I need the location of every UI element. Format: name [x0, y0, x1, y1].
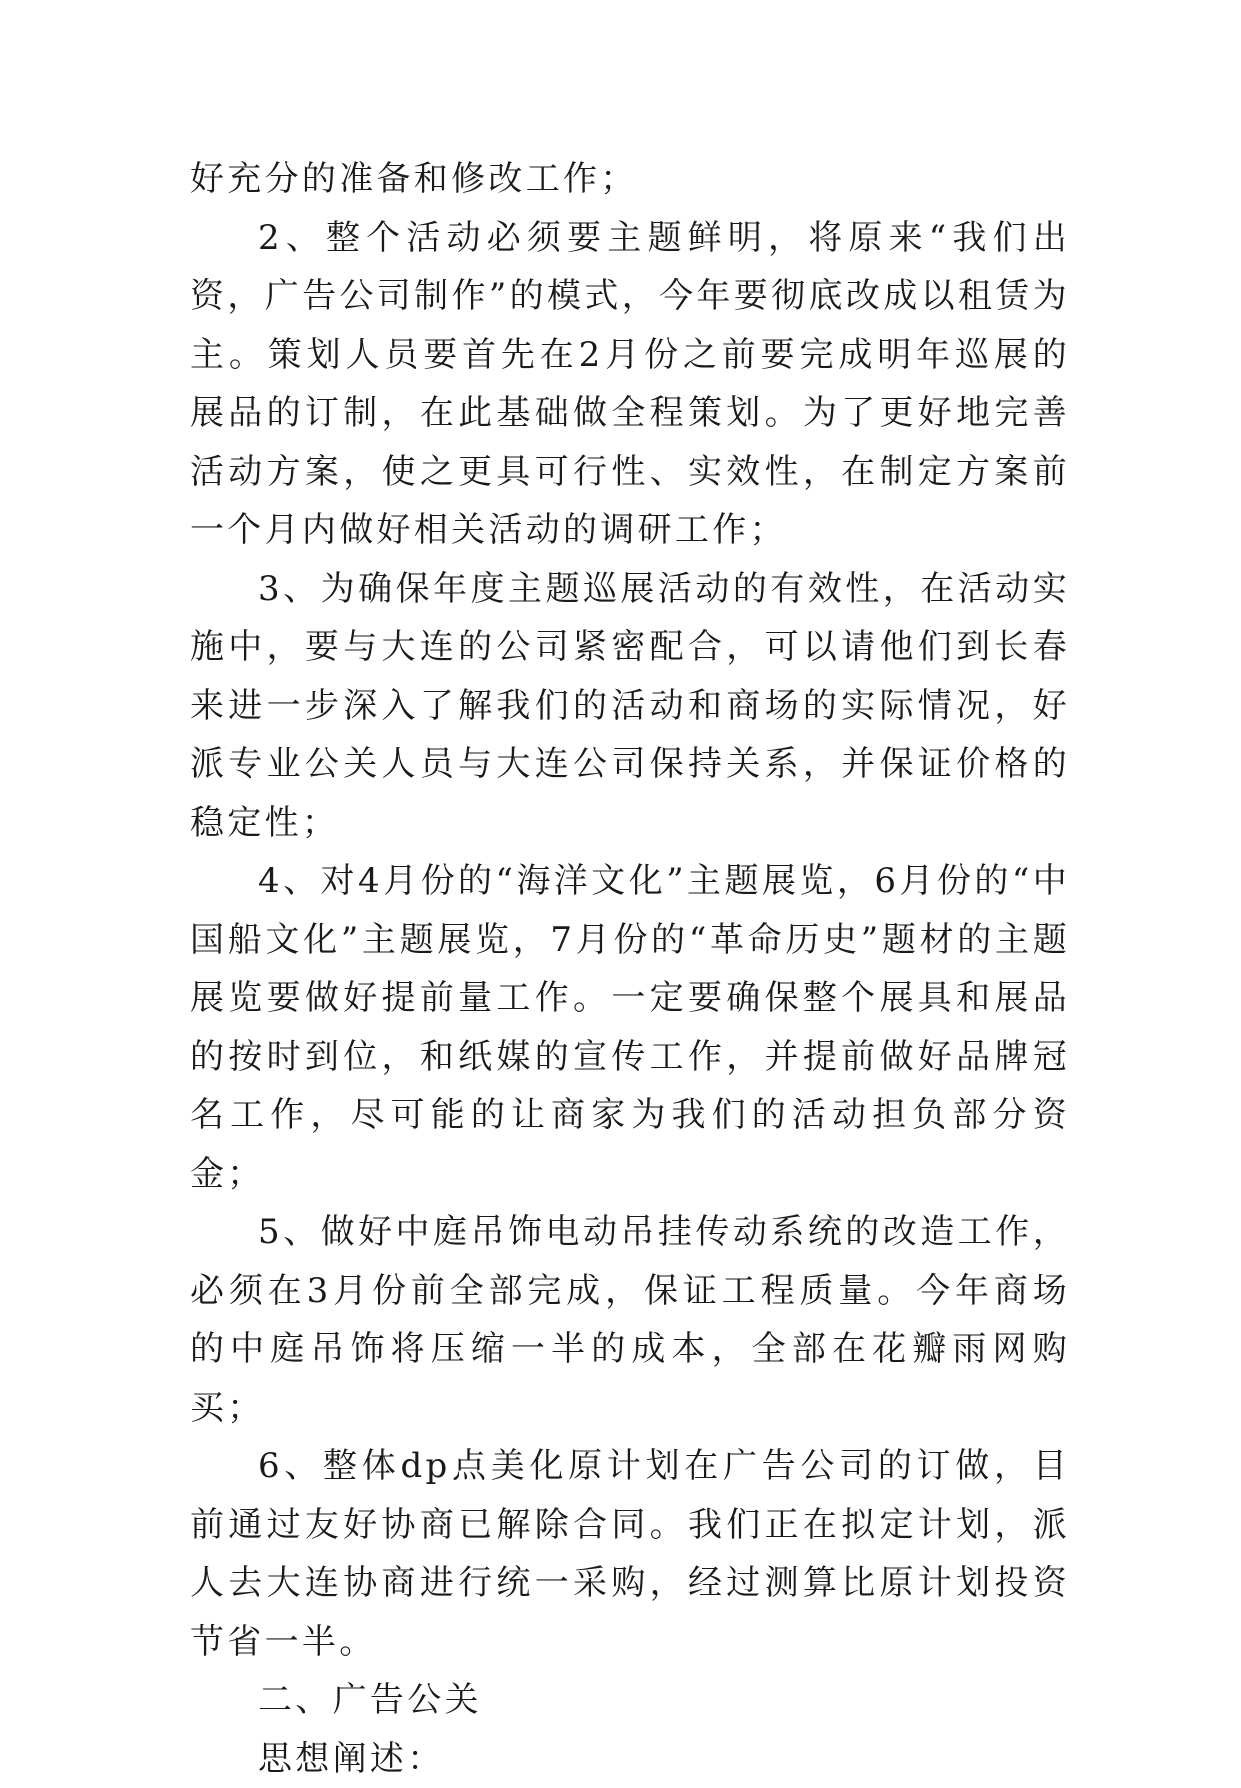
paragraph-item-4: 4、对4月份的“海洋文化”主题展览，6月份的“中国船文化”主题展览，7月份的“革命历史”题材的主题展览要做好提前量工作。一定要确保整个展具和展品的按时到位，和纸媒的宣传工作，并提前做好品牌冠名工作，尽可能的让商家为我们的活动担负部分资金；	[190, 852, 1070, 1203]
subsection-label: 思想阐述：	[190, 1730, 1070, 1788]
paragraph-item-6: 6、整体dp点美化原计划在广告公司的订做，目前通过友好协商已解除合同。我们正在拟定计划，派人去大连协商进行统一采购，经过测算比原计划投资节省一半。	[190, 1437, 1070, 1671]
paragraph-item-2: 2、整个活动必须要主题鲜明，将原来“我们出资，广告公司制作”的模式，今年要彻底改成以租赁为主。策划人员要首先在2月份之前要完成明年巡展的展品的订制，在此基础做全程策划。为了更好地完善活动方案，使之更具可行性、实效性，在制定方案前一个月内做好相关活动的调研工作；	[190, 209, 1070, 560]
paragraph-item-3: 3、为确保年度主题巡展活动的有效性，在活动实施中，要与大连的公司紧密配合，可以请他们到长春来进一步深入了解我们的活动和商场的实际情况，好派专业公关人员与大连公司保持关系，并保证价格的稳定性；	[190, 560, 1070, 853]
paragraph-item-5: 5、做好中庭吊饰电动吊挂传动系统的改造工作，必须在3月份前全部完成，保证工程质量。今年商场的中庭吊饰将压缩一半的成本，全部在花瓣雨网购买；	[190, 1203, 1070, 1437]
document-body	[190, 150, 1070, 1788]
section-heading: 二、广告公关	[190, 1671, 1070, 1730]
paragraph-continuation: 好充分的准备和修改工作；	[190, 150, 1070, 209]
